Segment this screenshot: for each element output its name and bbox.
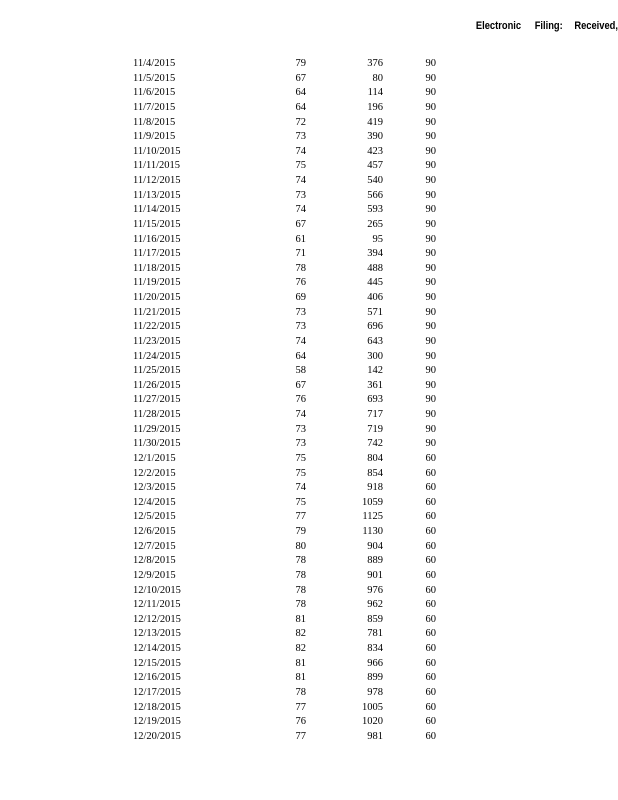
value-c-cell: 90 xyxy=(425,277,436,289)
table-row xyxy=(0,379,618,394)
value-b-cell: 571 xyxy=(367,306,383,318)
data-table xyxy=(0,57,618,744)
value-b-cell: 114 xyxy=(367,87,383,99)
date-cell: 11/24/2015 xyxy=(133,350,181,362)
table-row xyxy=(0,159,618,174)
value-a-cell: 75 xyxy=(295,160,306,172)
value-b-cell: 859 xyxy=(367,613,383,625)
table-row xyxy=(0,130,618,145)
value-a-cell: 58 xyxy=(295,365,306,377)
value-a-cell: 78 xyxy=(295,555,306,567)
value-a-cell: 81 xyxy=(295,657,306,669)
value-a-cell: 69 xyxy=(295,292,306,303)
value-c-cell: 90 xyxy=(425,116,436,128)
date-cell: 11/11/2015 xyxy=(133,160,181,172)
value-c-cell: 60 xyxy=(425,716,436,728)
date-cell: 11/16/2015 xyxy=(133,233,181,245)
value-b-cell: 781 xyxy=(367,628,383,640)
value-b-cell: 981 xyxy=(367,730,383,742)
table-row xyxy=(0,306,618,321)
value-c-cell: 90 xyxy=(425,87,436,99)
date-cell: 11/5/2015 xyxy=(133,72,176,84)
value-c-cell: 60 xyxy=(425,467,436,479)
table-row xyxy=(0,715,618,730)
value-c-cell: 90 xyxy=(425,423,436,435)
date-cell: 11/14/2015 xyxy=(133,204,181,216)
value-a-cell: 78 xyxy=(295,569,306,581)
value-a-cell: 72 xyxy=(295,116,306,128)
value-c-cell: 60 xyxy=(425,496,436,508)
value-b-cell: 1020 xyxy=(362,716,383,728)
table-row xyxy=(0,657,618,672)
value-a-cell: 75 xyxy=(295,452,306,464)
date-cell: 12/3/2015 xyxy=(133,482,176,494)
date-cell: 12/12/2015 xyxy=(133,613,181,625)
table-row xyxy=(0,510,618,525)
value-a-cell: 64 xyxy=(295,350,306,362)
date-cell: 12/18/2015 xyxy=(133,701,181,713)
table-row xyxy=(0,174,618,189)
value-c-cell: 60 xyxy=(425,686,436,698)
table-row xyxy=(0,540,618,555)
date-cell: 12/10/2015 xyxy=(133,584,181,596)
value-c-cell: 60 xyxy=(425,672,436,684)
date-cell: 11/12/2015 xyxy=(133,175,181,186)
value-b-cell: 593 xyxy=(367,204,383,216)
value-a-cell: 73 xyxy=(295,321,306,333)
value-c-cell: 90 xyxy=(425,218,436,230)
value-b-cell: 966 xyxy=(367,657,383,669)
table-row xyxy=(0,247,618,262)
header-filing: Filing: xyxy=(534,20,563,32)
value-b-cell: 80 xyxy=(372,72,383,84)
value-b-cell: 854 xyxy=(367,467,383,479)
value-b-cell: 1059 xyxy=(362,496,383,508)
date-cell: 11/27/2015 xyxy=(133,394,181,406)
date-cell: 12/13/2015 xyxy=(133,628,181,640)
header-received: Received, xyxy=(574,20,618,32)
table-row xyxy=(0,86,618,101)
value-b-cell: 1005 xyxy=(362,701,383,713)
table-row xyxy=(0,364,618,379)
value-b-cell: 406 xyxy=(367,292,383,303)
value-c-cell: 90 xyxy=(425,160,436,172)
date-cell: 12/19/2015 xyxy=(133,716,181,728)
table-row xyxy=(0,350,618,365)
value-c-cell: 90 xyxy=(425,394,436,406)
table-row xyxy=(0,72,618,87)
value-b-cell: 742 xyxy=(367,438,383,450)
date-cell: 11/20/2015 xyxy=(133,292,181,303)
value-b-cell: 719 xyxy=(367,423,383,435)
value-b-cell: 696 xyxy=(367,321,383,333)
table-row xyxy=(0,145,618,160)
table-row xyxy=(0,393,618,408)
value-c-cell: 60 xyxy=(425,569,436,581)
date-cell: 12/2/2015 xyxy=(133,467,176,479)
value-b-cell: 962 xyxy=(367,599,383,611)
table-row xyxy=(0,452,618,467)
table-row xyxy=(0,262,618,277)
value-a-cell: 61 xyxy=(295,233,306,245)
value-c-cell: 60 xyxy=(425,526,436,537)
date-cell: 12/11/2015 xyxy=(133,599,181,611)
value-b-cell: 1130 xyxy=(362,526,383,537)
value-b-cell: 693 xyxy=(367,394,383,406)
value-b-cell: 834 xyxy=(367,643,383,654)
date-cell: 11/15/2015 xyxy=(133,218,181,230)
table-row xyxy=(0,320,618,335)
table-row xyxy=(0,101,618,116)
value-a-cell: 76 xyxy=(295,394,306,406)
value-b-cell: 976 xyxy=(367,584,383,596)
value-a-cell: 71 xyxy=(295,248,306,260)
value-c-cell: 90 xyxy=(425,58,436,69)
value-a-cell: 74 xyxy=(295,409,306,420)
date-cell: 11/19/2015 xyxy=(133,277,181,289)
value-c-cell: 90 xyxy=(425,233,436,245)
value-a-cell: 74 xyxy=(295,175,306,186)
value-b-cell: 457 xyxy=(367,160,383,172)
value-a-cell: 73 xyxy=(295,189,306,201)
value-c-cell: 60 xyxy=(425,628,436,640)
date-cell: 12/1/2015 xyxy=(133,452,176,464)
value-a-cell: 73 xyxy=(295,423,306,435)
value-c-cell: 60 xyxy=(425,599,436,611)
value-b-cell: 95 xyxy=(372,233,383,245)
table-row xyxy=(0,189,618,204)
table-row xyxy=(0,481,618,496)
table-row xyxy=(0,437,618,452)
value-b-cell: 918 xyxy=(367,482,383,494)
value-b-cell: 423 xyxy=(367,145,383,157)
value-c-cell: 90 xyxy=(425,262,436,274)
table-row xyxy=(0,116,618,131)
value-c-cell: 90 xyxy=(425,292,436,303)
value-c-cell: 60 xyxy=(425,701,436,713)
value-a-cell: 82 xyxy=(295,628,306,640)
value-a-cell: 78 xyxy=(295,262,306,274)
value-b-cell: 419 xyxy=(367,116,383,128)
value-c-cell: 90 xyxy=(425,131,436,143)
table-row xyxy=(0,584,618,599)
value-c-cell: 90 xyxy=(425,379,436,391)
table-row xyxy=(0,701,618,716)
table-row xyxy=(0,408,618,423)
value-a-cell: 64 xyxy=(295,101,306,113)
value-b-cell: 445 xyxy=(367,277,383,289)
value-c-cell: 90 xyxy=(425,204,436,216)
value-c-cell: 90 xyxy=(425,335,436,347)
table-row xyxy=(0,203,618,218)
table-row xyxy=(0,218,618,233)
value-a-cell: 78 xyxy=(295,686,306,698)
table-row xyxy=(0,671,618,686)
value-c-cell: 90 xyxy=(425,409,436,420)
date-cell: 11/10/2015 xyxy=(133,145,181,157)
value-b-cell: 540 xyxy=(367,175,383,186)
value-b-cell: 361 xyxy=(367,379,383,391)
table-row xyxy=(0,57,618,72)
value-a-cell: 77 xyxy=(295,701,306,713)
date-cell: 11/21/2015 xyxy=(133,306,181,318)
value-b-cell: 904 xyxy=(367,540,383,552)
value-a-cell: 79 xyxy=(295,526,306,537)
date-cell: 11/30/2015 xyxy=(133,438,181,450)
value-c-cell: 90 xyxy=(425,248,436,260)
value-c-cell: 90 xyxy=(425,438,436,450)
value-b-cell: 142 xyxy=(367,365,383,377)
value-a-cell: 79 xyxy=(295,58,306,69)
date-cell: 12/5/2015 xyxy=(133,511,176,523)
header-electronic: Electronic xyxy=(475,20,522,32)
date-cell: 12/17/2015 xyxy=(133,686,181,698)
value-c-cell: 60 xyxy=(425,584,436,596)
value-b-cell: 889 xyxy=(367,555,383,567)
value-a-cell: 73 xyxy=(295,131,306,143)
value-a-cell: 74 xyxy=(295,482,306,494)
value-c-cell: 90 xyxy=(425,145,436,157)
date-cell: 12/8/2015 xyxy=(133,555,176,567)
value-b-cell: 265 xyxy=(367,218,383,230)
value-c-cell: 60 xyxy=(425,540,436,552)
value-c-cell: 60 xyxy=(425,452,436,464)
date-cell: 11/29/2015 xyxy=(133,423,181,435)
value-a-cell: 64 xyxy=(295,87,306,99)
value-b-cell: 717 xyxy=(367,409,383,420)
value-a-cell: 76 xyxy=(295,716,306,728)
value-b-cell: 804 xyxy=(367,452,383,464)
table-row xyxy=(0,467,618,482)
date-cell: 12/16/2015 xyxy=(133,672,181,684)
date-cell: 12/14/2015 xyxy=(133,643,181,654)
date-cell: 12/6/2015 xyxy=(133,526,176,537)
value-b-cell: 196 xyxy=(367,101,383,113)
value-a-cell: 80 xyxy=(295,540,306,552)
table-row xyxy=(0,335,618,350)
value-b-cell: 390 xyxy=(367,131,383,143)
value-a-cell: 67 xyxy=(295,72,306,84)
date-cell: 11/8/2015 xyxy=(133,116,176,128)
table-row xyxy=(0,642,618,657)
table-row xyxy=(0,525,618,540)
value-b-cell: 376 xyxy=(367,58,383,69)
value-a-cell: 81 xyxy=(295,672,306,684)
date-cell: 12/9/2015 xyxy=(133,569,176,581)
table-row xyxy=(0,423,618,438)
value-b-cell: 901 xyxy=(367,569,383,581)
table-row xyxy=(0,291,618,306)
value-c-cell: 90 xyxy=(425,189,436,201)
table-row xyxy=(0,686,618,701)
value-c-cell: 60 xyxy=(425,643,436,654)
value-b-cell: 300 xyxy=(367,350,383,362)
date-cell: 11/22/2015 xyxy=(133,321,181,333)
value-b-cell: 394 xyxy=(367,248,383,260)
value-c-cell: 90 xyxy=(425,175,436,186)
table-row xyxy=(0,613,618,628)
value-c-cell: 90 xyxy=(425,365,436,377)
value-a-cell: 77 xyxy=(295,511,306,523)
table-row xyxy=(0,233,618,248)
value-c-cell: 90 xyxy=(425,350,436,362)
date-cell: 11/18/2015 xyxy=(133,262,181,274)
date-cell: 11/7/2015 xyxy=(133,101,176,113)
value-b-cell: 488 xyxy=(367,262,383,274)
date-cell: 11/13/2015 xyxy=(133,189,181,201)
table-row xyxy=(0,496,618,511)
date-cell: 11/4/2015 xyxy=(133,58,176,69)
value-a-cell: 74 xyxy=(295,145,306,157)
value-a-cell: 75 xyxy=(295,467,306,479)
value-c-cell: 60 xyxy=(425,730,436,742)
date-cell: 11/9/2015 xyxy=(133,131,176,143)
date-cell: 12/4/2015 xyxy=(133,496,176,508)
table-row xyxy=(0,627,618,642)
value-a-cell: 74 xyxy=(295,204,306,216)
date-cell: 12/15/2015 xyxy=(133,657,181,669)
value-a-cell: 75 xyxy=(295,496,306,508)
date-cell: 11/23/2015 xyxy=(133,335,181,347)
date-cell: 11/17/2015 xyxy=(133,248,181,260)
date-cell: 11/28/2015 xyxy=(133,409,181,420)
date-cell: 11/26/2015 xyxy=(133,379,181,391)
value-a-cell: 78 xyxy=(295,599,306,611)
value-b-cell: 566 xyxy=(367,189,383,201)
value-b-cell: 978 xyxy=(367,686,383,698)
value-c-cell: 90 xyxy=(425,72,436,84)
date-cell: 11/25/2015 xyxy=(133,365,181,377)
value-c-cell: 60 xyxy=(425,482,436,494)
value-a-cell: 81 xyxy=(295,613,306,625)
date-cell: 11/6/2015 xyxy=(133,87,176,99)
date-cell: 12/7/2015 xyxy=(133,540,176,552)
value-a-cell: 77 xyxy=(295,730,306,742)
value-c-cell: 60 xyxy=(425,613,436,625)
date-cell: 12/20/2015 xyxy=(133,730,181,742)
value-a-cell: 74 xyxy=(295,335,306,347)
value-c-cell: 90 xyxy=(425,306,436,318)
value-c-cell: 60 xyxy=(425,511,436,523)
value-c-cell: 60 xyxy=(425,555,436,567)
value-a-cell: 82 xyxy=(295,643,306,654)
table-row xyxy=(0,730,618,745)
table-row xyxy=(0,569,618,584)
value-a-cell: 67 xyxy=(295,379,306,391)
value-b-cell: 899 xyxy=(367,672,383,684)
value-a-cell: 78 xyxy=(295,584,306,596)
value-a-cell: 73 xyxy=(295,438,306,450)
value-c-cell: 90 xyxy=(425,101,436,113)
value-c-cell: 60 xyxy=(425,657,436,669)
value-b-cell: 1125 xyxy=(362,511,383,523)
table-row xyxy=(0,276,618,291)
value-a-cell: 76 xyxy=(295,277,306,289)
value-c-cell: 90 xyxy=(425,321,436,333)
table-row xyxy=(0,554,618,569)
page-header xyxy=(93,20,618,36)
table-row xyxy=(0,598,618,613)
value-a-cell: 67 xyxy=(295,218,306,230)
value-a-cell: 73 xyxy=(295,306,306,318)
value-b-cell: 643 xyxy=(367,335,383,347)
